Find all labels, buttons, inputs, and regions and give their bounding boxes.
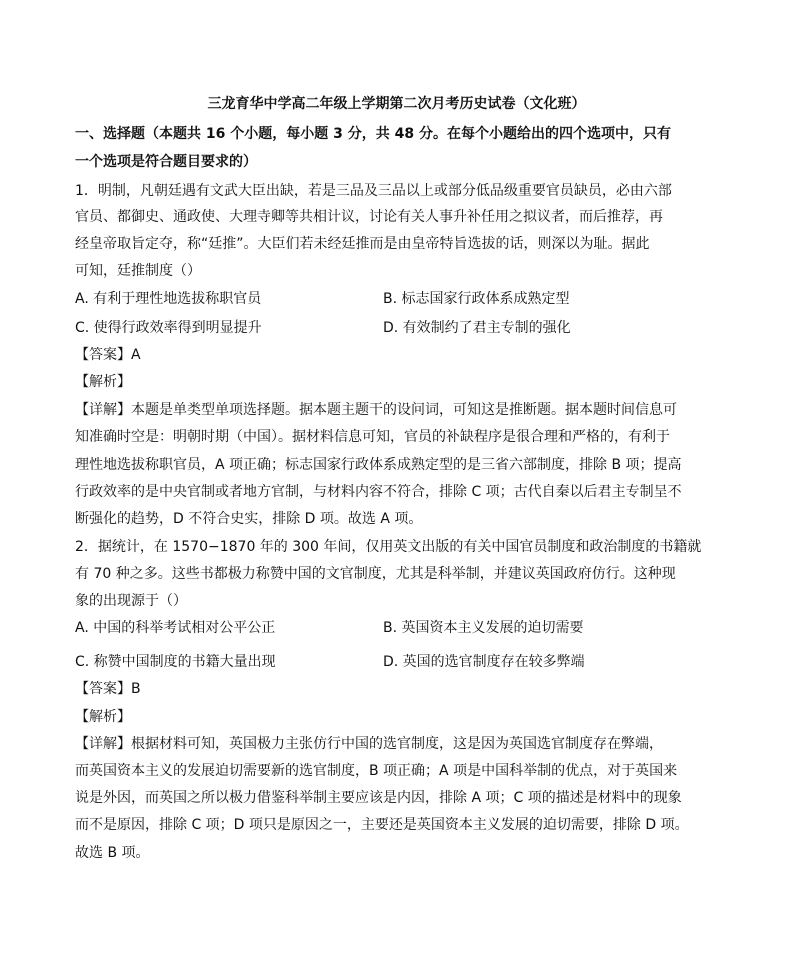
q2-option-d: D. 英国的选官制度存在较多弊端 [383,654,585,670]
q2-option-a: A. 中国的科举考试相对公平公正 [75,620,276,636]
q2-stem-line-1: 2．据统计，在 1570−1870 年的 300 年间，仅用英文出版的有关中国官员制度和政治制度的书籍就 [75,539,702,555]
q1-detail-line-4: 行政效率的是中央官制或者地方官制，与材料内容不符合，排除 C 项；古代自秦以后君主专制呈不 [75,484,682,500]
q2-analysis-label: 【解析】 [75,709,131,725]
q1-option-c: C. 使得行政效率得到明显提升 [75,320,262,336]
q2-detail-line-3: 说是外因，而英国之所以极力借鉴科举制主要应该是内因，排除 A 项；C 项的描述是材料中的现象 [75,790,682,806]
q2-detail-line-1: 【详解】根据材料可知，英国极力主张仿行中国的选官制度，这是因为英国选官制度存在弊端， [75,736,663,752]
q2-detail-line-2: 而英国资本主义的发展迫切需要新的选官制度，B 项正确；A 项是中国科举制的优点，对于英国来 [75,763,678,779]
q1-detail-line-5: 断强化的趋势，D 不符合史实，排除 D 项。故选 A 项。 [75,511,423,527]
section-heading-line-1: 一、选择题（本题共 16 个小题，每小题 3 分，共 48 分。在每个小题给出的四个选项中，只有 [75,126,671,142]
q1-analysis-label: 【解析】 [75,374,131,390]
q2-stem-line-2: 有 70 种之多。这些书都极力称赞中国的文官制度，尤其是科举制，并建议英国政府仿行。这种现 [75,566,676,582]
q1-stem-line-2: 官员、都御史、通政使、大理寺卿等共相计议，讨论有关人事升补任用之拟议者，而后推荐，再 [75,209,663,225]
q1-stem-line-4: 可知，廷推制度（） [75,263,201,279]
q1-detail-line-1: 【详解】本题是单类型单项选择题。据本题主题干的设问词，可知这是推断题。据本题时间信息可 [75,402,677,418]
q1-detail-line-3: 理性地选拔称职官员，A 项正确；标志国家行政体系成熟定型的是三省六部制度，排除 B 项；提高 [75,457,682,473]
q1-stem-line-1: 1．明制，凡朝廷遇有文武大臣出缺，若是三品及三品以上或部分低品级重要官员缺员，必由六部 [75,183,672,199]
q2-option-c: C. 称赞中国制度的书籍大量出现 [75,654,276,670]
exam-title: 三龙育华中学高二年级上学期第二次月考历史试卷（文化班） [207,96,586,112]
q2-option-b: B. 英国资本主义发展的迫切需要 [383,620,584,636]
section-heading-line-2: 一个选项是符合题目要求的） [75,154,257,170]
q1-detail-line-2: 知准确时空是：明朝时期（中国）。据材料信息可知，官员的补缺程序是很合理和严格的，有利于 [75,429,670,445]
q1-option-a: A. 有利于理性地选拔称职官员 [75,291,262,307]
q1-option-b: B. 标志国家行政体系成熟定型 [383,291,570,307]
q2-answer: 【答案】B [75,681,141,697]
q2-stem-line-3: 象的出现源于（） [75,593,187,609]
q2-detail-line-5: 故选 B 项。 [75,845,150,861]
q1-stem-line-3: 经皇帝取旨定夺，称“廷推”。大臣们若未经廷推而是由皇帝特旨选拔的话，则深以为耻。据此 [75,236,650,252]
q1-answer: 【答案】A [75,347,141,363]
q1-option-d: D. 有效制约了君主专制的强化 [383,320,571,336]
q2-detail-line-4: 而不是原因，排除 C 项；D 项只是原因之一，主要还是英国资本主义发展的迫切需要，排除 D 项。 [75,817,689,833]
